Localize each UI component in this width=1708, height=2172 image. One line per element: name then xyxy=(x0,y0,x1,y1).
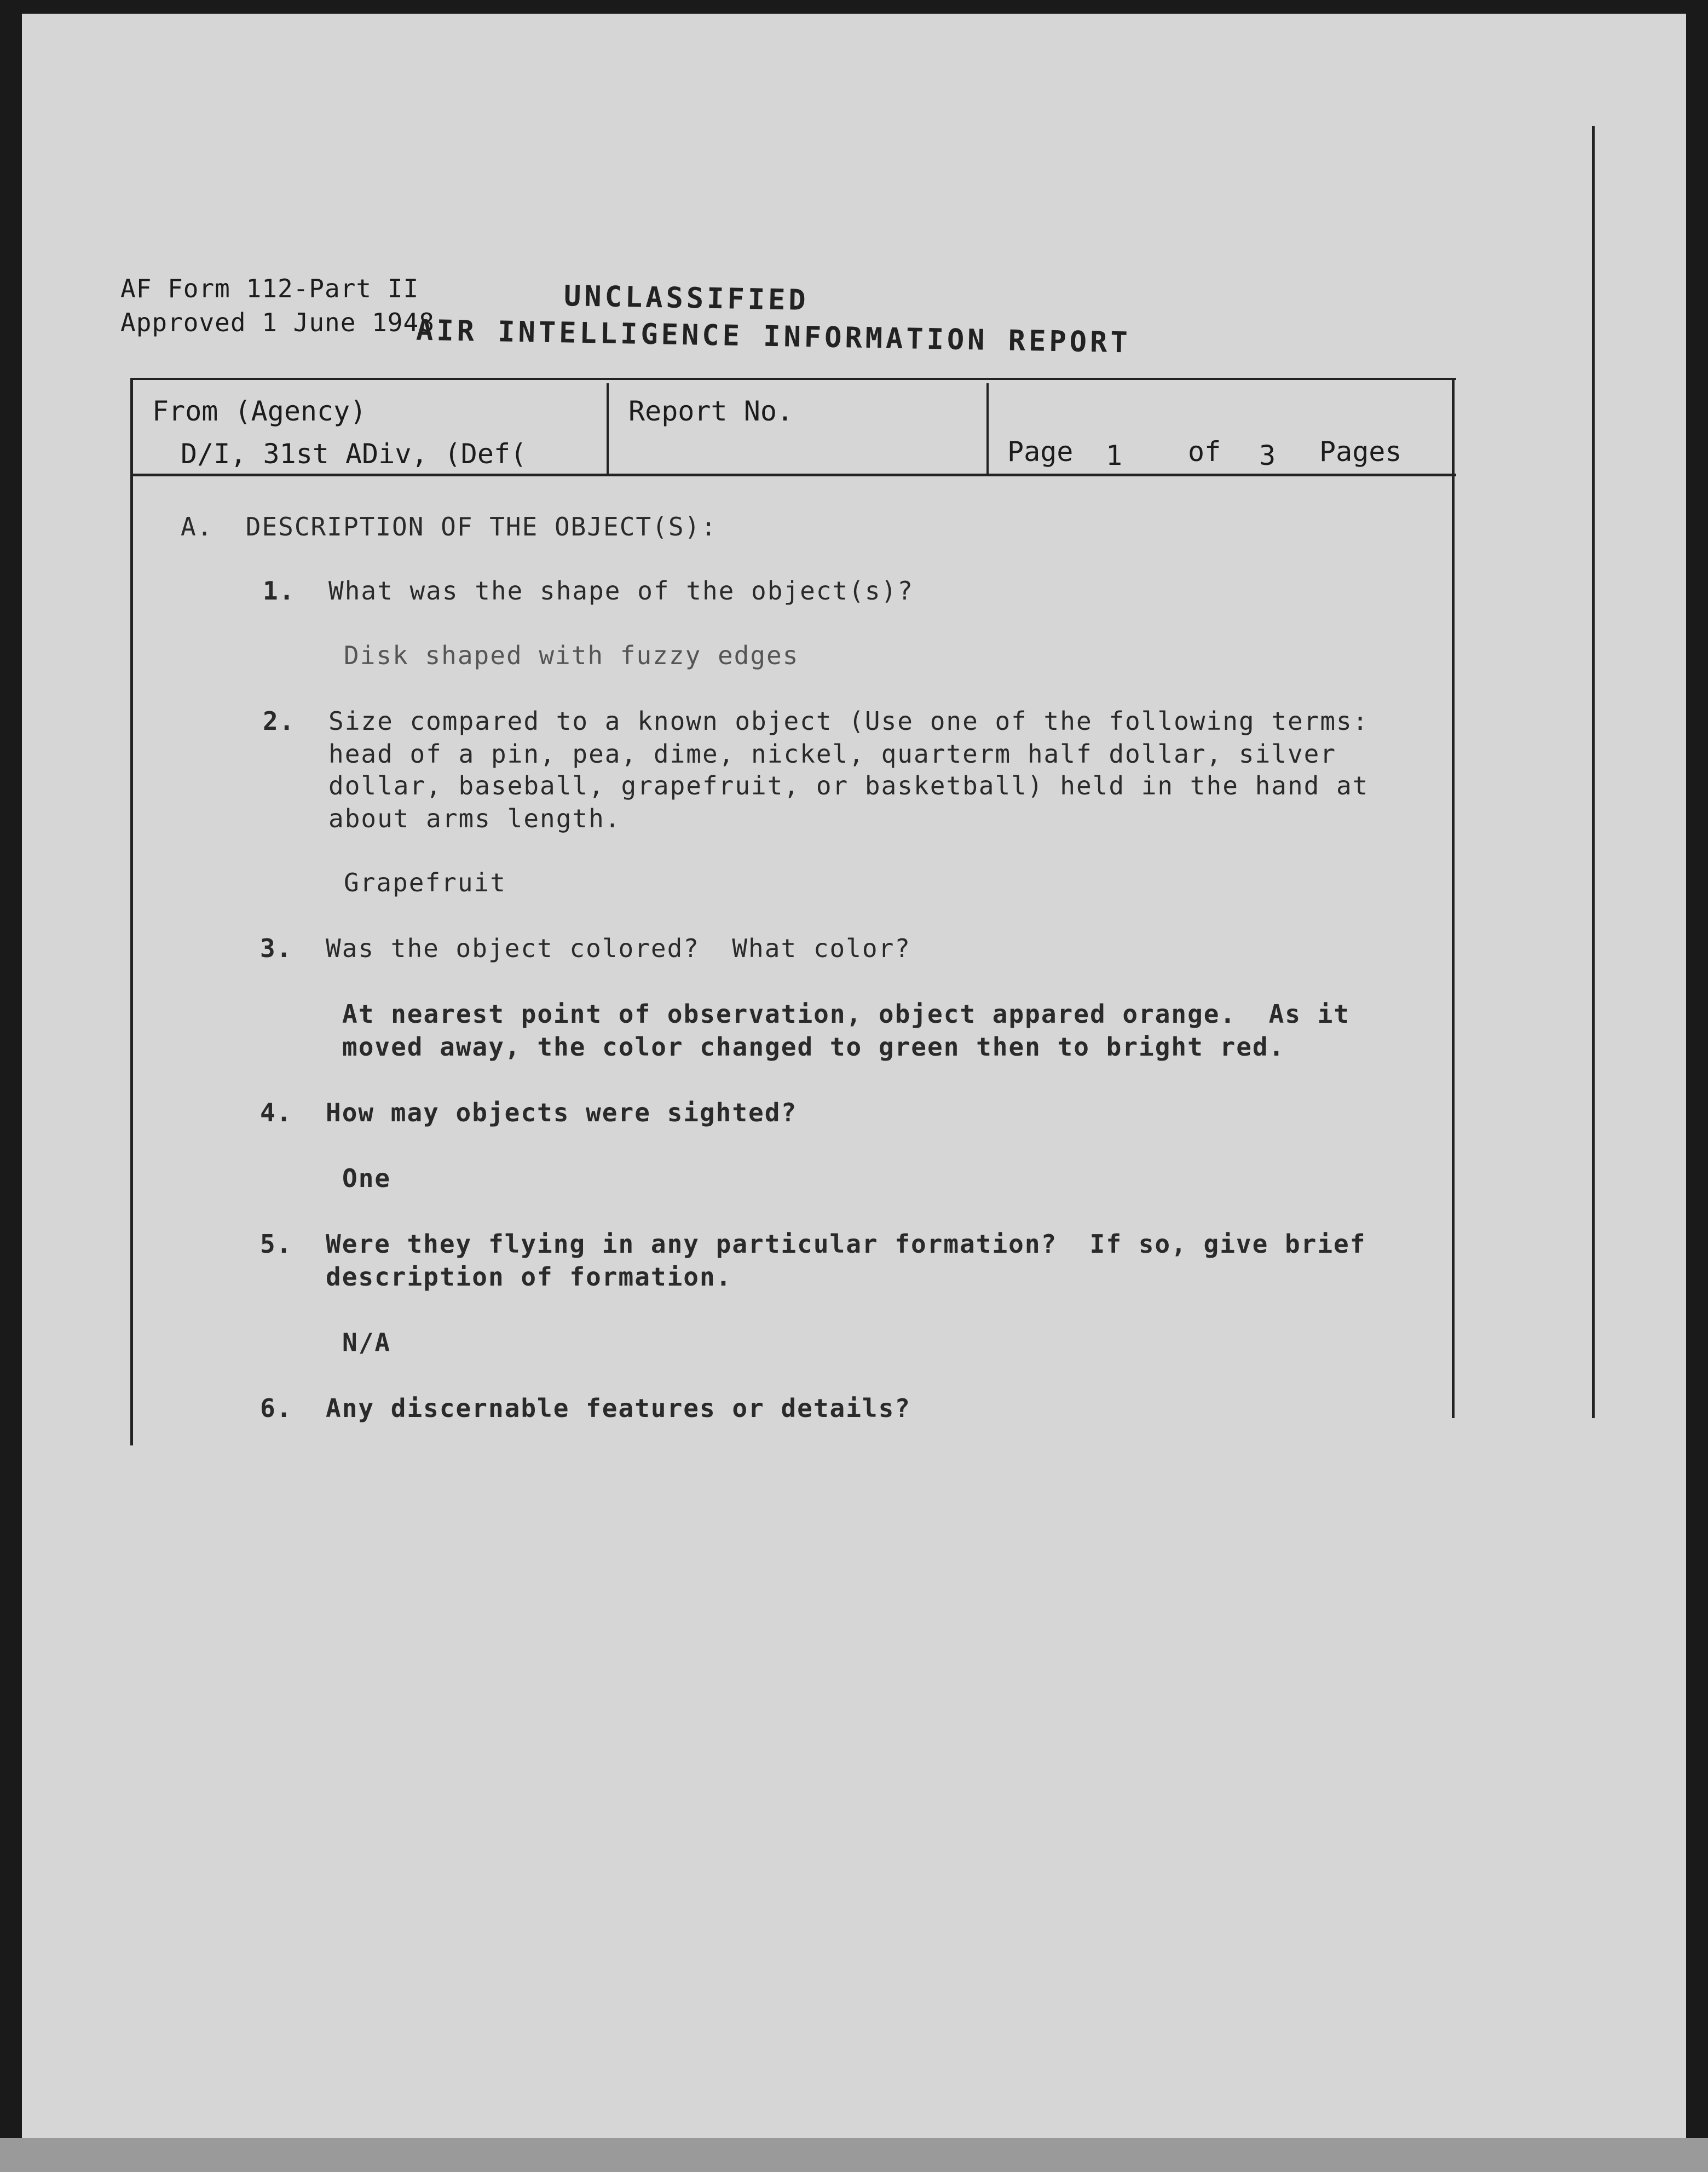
page-label: Page xyxy=(1007,436,1074,468)
approval-date: Approved 1 June 1948 xyxy=(120,308,435,337)
question-text: description of formation. xyxy=(326,1262,732,1292)
question-text: head of a pin, pea, dime, nickel, quarterm half dollar, silver xyxy=(328,739,1337,769)
answer-text: N/A xyxy=(342,1328,391,1357)
question-text: How may objects were sighted? xyxy=(326,1098,798,1127)
pages-label: Pages xyxy=(1319,436,1402,468)
question-text: Any discernable features or details? xyxy=(326,1393,911,1423)
from-agency-value: D/I, 31st ADiv, (Def( xyxy=(181,438,527,470)
from-agency-label: From (Agency) xyxy=(152,395,367,427)
question-number: 3. xyxy=(260,934,293,963)
question-number: 5. xyxy=(260,1229,293,1259)
question-text: Size compared to a known object (Use one of the following terms: xyxy=(328,706,1369,736)
question-number: 6. xyxy=(260,1393,293,1423)
right-margin-line xyxy=(1592,126,1595,1418)
section-a-heading: A. DESCRIPTION OF THE OBJECT(S): xyxy=(181,512,717,541)
form-number: AF Form 112-Part II xyxy=(120,274,419,303)
question-text: Was the object colored? What color? xyxy=(326,934,911,963)
page-number: 1 xyxy=(1106,440,1123,471)
box-left-line xyxy=(130,378,133,1445)
question-number: 1. xyxy=(263,576,296,606)
answer-text: Disk shaped with fuzzy edges xyxy=(344,641,799,670)
page-total: 3 xyxy=(1259,440,1276,471)
classification-stamp: UNCLASSIFIED xyxy=(563,280,810,317)
box-right-line xyxy=(1452,378,1455,1418)
question-text: What was the shape of the object(s)? xyxy=(328,576,914,606)
answer-text: moved away, the color changed to green then to bright red. xyxy=(342,1032,1285,1062)
of-label: of xyxy=(1188,436,1221,468)
answer-text: One xyxy=(342,1163,391,1193)
answer-text: At nearest point of observation, object appared orange. As it xyxy=(342,999,1351,1029)
box-mid-line xyxy=(131,474,1456,476)
answer-text: Grapefruit xyxy=(344,868,506,897)
question-text: about arms length. xyxy=(328,804,621,833)
report-title-stamp: AIR INTELLIGENCE INFORMATION REPORT xyxy=(416,314,1132,360)
report-number-label: Report No. xyxy=(628,395,794,427)
question-text: dollar, baseball, grapefruit, or basketball) held in the hand at xyxy=(328,771,1369,800)
question-number: 2. xyxy=(263,706,296,736)
box-divider-2 xyxy=(986,383,989,474)
question-text: Were they flying in any particular formation? If so, give brief xyxy=(326,1229,1366,1259)
question-number: 4. xyxy=(260,1098,293,1127)
box-top-line xyxy=(131,378,1456,380)
page-bottom-edge xyxy=(0,2138,1708,2172)
box-divider-1 xyxy=(607,383,609,474)
